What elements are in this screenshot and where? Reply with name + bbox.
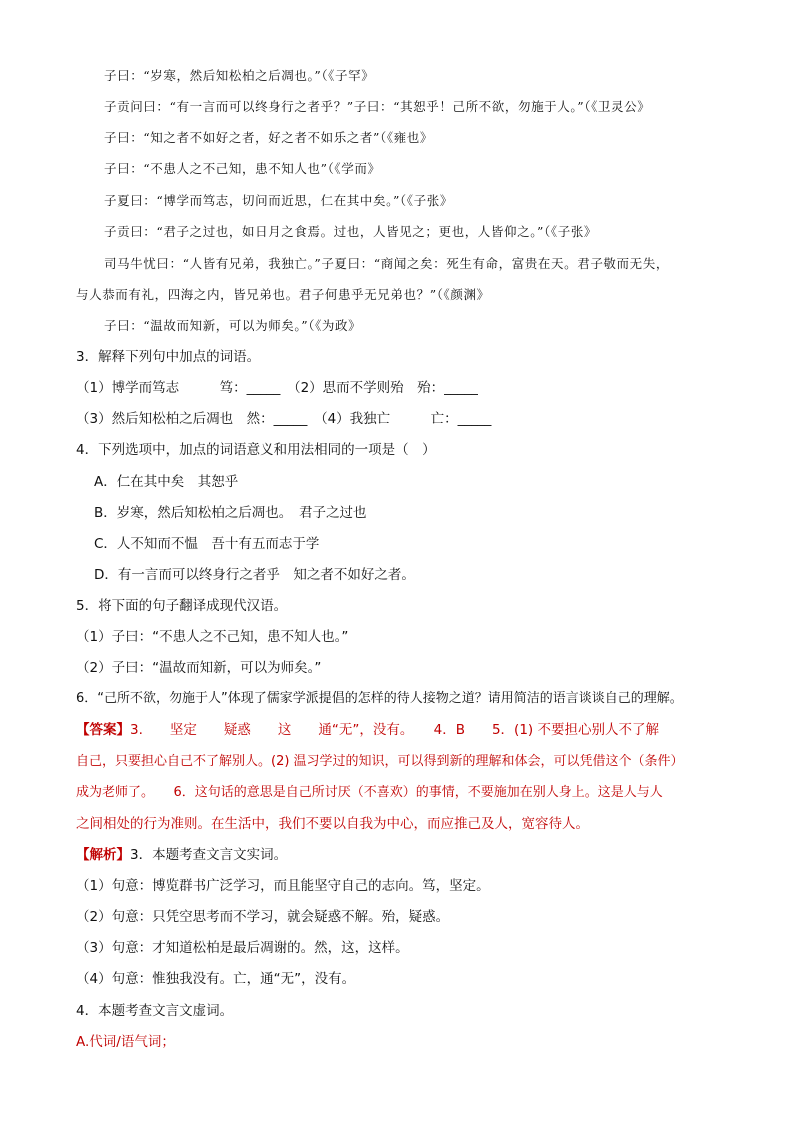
analysis-q4-a: A.代词/语气词；: [76, 1034, 175, 1050]
answer-line: 成为老师了。 6．这句话的意思是自己所讨厌（不喜欢）的事情，不要施加在别人身上。这是人与人: [76, 785, 663, 800]
quote-line: 与人恭而有礼，四海之内，皆兄弟也。君子何患乎无兄弟也？”（《颜渊》: [76, 287, 490, 302]
question-4-option: B．岁寒，然后知松柏之后凋也。 君子之过也: [94, 505, 367, 521]
quote-line: 司马牛忧曰：“人皆有兄弟，我独亡。”子夏曰：“商闻之矣：死生有命，富贵在天。君子敬而无失，: [104, 256, 669, 271]
analysis-item-text: （1）句意：博览群书广泛学习，而且能坚守自己的志向。笃，坚定。: [76, 878, 490, 894]
question-3-row: （3）然后知松柏之后凋也 然：_____ （4）我独亡 亡：_____: [76, 411, 492, 427]
question-5-title: 5．将下面的句子翻译成现代汉语。: [76, 598, 288, 614]
question-4-option: A．仁在其中矣 其恕乎: [94, 474, 239, 490]
analysis-item: [76, 969, 355, 989]
analysis-item-text: （4）句意：惟独我没有。亡，通“无”，没有。: [76, 971, 356, 987]
question-6-title: 6．“己所不欲，勿施于人”体现了儒家学派提倡的怎样的待人接物之道？请用简洁的语言谈谈自己的理解。: [76, 691, 683, 706]
quote-line: 子曰：“温故而知新，可以为师矣。”（《为政》: [104, 318, 362, 333]
question-4-title: 4．下列选项中，加点的词语意义和用法相同的一项是（ ）: [76, 442, 436, 458]
analysis-item: [76, 907, 449, 927]
analysis-item: [76, 876, 490, 896]
quote-line: 子贡问曰：“有一言而可以终身行之者乎？”子曰：“其恕乎！己所不欲，勿施于人。”（《卫灵公》: [104, 99, 651, 114]
question-4-option: D．有一言而可以终身行之者乎 知之者不如好之者。: [94, 567, 415, 583]
analysis-line: [76, 845, 287, 865]
quote-line: 子曰：“岁寒，然后知松柏之后凋也。”（《子罕》: [104, 68, 375, 83]
analysis-item-text: （2）句意：只凭空思考而不学习，就会疑惑不解。殆，疑惑。: [76, 909, 450, 925]
question-5-item: （2）子曰：“温故而知新，可以为师矣。”: [76, 660, 322, 676]
quote-line: 子曰：“不患人之不己知，患不知人也”（《学而》: [104, 161, 381, 176]
answer-text: 3. 坚定 疑惑 这 通“无”，没有。 4．B 5．(1) 不要担心别人不了解: [130, 722, 659, 738]
quote-line: 子曰：“知之者不如好之者，好之者不如乐之者”（《雍也》: [104, 130, 433, 145]
question-3-title: 3．解释下列句中加点的词语。: [76, 349, 261, 365]
quote-line: 子贡曰：“君子之过也，如日月之食焉。过也，人皆见之；更也，人皆仰之。”（《子张》: [104, 224, 598, 239]
question-3-row: （1）博学而笃志 笃：_____ （2）思而不学则殆 殆：_____: [76, 380, 478, 396]
analysis-tag: 【解析】: [76, 847, 130, 863]
answer-line: 之间相处的行为准则。在生活中，我们不要以自我为中心，而应推己及人，宽容待人。: [76, 816, 589, 832]
answer-line: [76, 720, 659, 740]
analysis-intro: 3．本题考查文言文实词。: [130, 847, 288, 863]
quote-line: 子夏曰：“博学而笃志，切问而近思，仁在其中矣。”（《子张》: [104, 193, 453, 208]
answer-tag: 【答案】: [76, 722, 130, 738]
question-4-option: C．人不知而不愠 吾十有五而志于学: [94, 536, 320, 552]
answer-line: 自己，只要担心自己不了解别人。(2) 温习学过的知识，可以得到新的理解和体会，可以凭借这个（条件）: [76, 754, 684, 769]
analysis-item: [76, 938, 409, 958]
question-5-item: （1）子曰：“不患人之不己知，患不知人也。”: [76, 629, 349, 645]
analysis-q4-intro: 4．本题考查文言文虚词。: [76, 1003, 234, 1019]
analysis-item-text: （3）句意：才知道松柏是最后凋谢的。然，这，这样。: [76, 940, 409, 956]
